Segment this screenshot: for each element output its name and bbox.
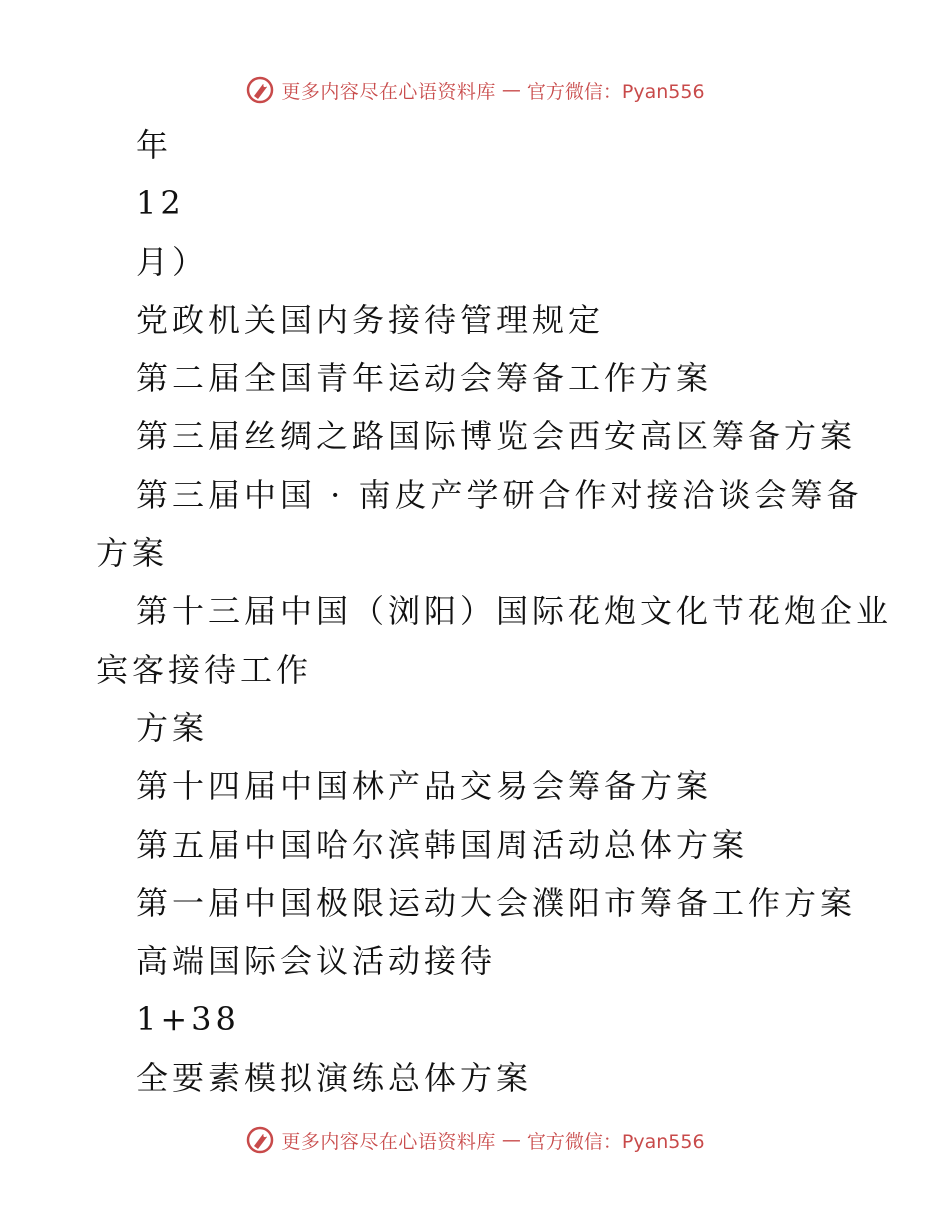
header-watermark: [0, 70, 950, 110]
text-line: 第十四届中国林产品交易会筹备方案: [136, 767, 713, 806]
watermark-text: 更多内容尽在心语资料库: [281, 80, 496, 103]
footer-watermark: [0, 1120, 950, 1160]
text-line: 月）: [136, 242, 209, 281]
text-line: 1+38: [136, 1000, 240, 1039]
text-line: 第三届丝绸之路国际博览会西安高区筹备方案: [136, 417, 857, 456]
watermark-separator: —: [501, 1129, 521, 1151]
watermark-wechat: 官方微信：Pyan556: [526, 80, 705, 103]
text-line: 第三届中国 · 南皮产学研合作对接洽谈会筹备: [136, 475, 863, 514]
document-body: [96, 116, 893, 1107]
text-line: 12: [136, 184, 185, 223]
text-line: 党政机关国内务接待管理规定: [136, 300, 605, 339]
pen-nib-logo-icon: [245, 75, 275, 105]
text-line: 方案: [96, 534, 169, 573]
text-line: 第一届中国极限运动大会濮阳市筹备工作方案: [136, 883, 857, 922]
watermark-separator: —: [501, 79, 521, 101]
text-line: 第二届全国青年运动会筹备工作方案: [136, 359, 713, 398]
text-line: 全要素模拟演练总体方案: [136, 1058, 533, 1097]
pen-nib-logo-icon: [245, 1125, 275, 1155]
text-line: 宾客接待工作: [96, 650, 313, 689]
text-line: 年: [136, 126, 173, 164]
text-line: 方案: [136, 708, 209, 747]
text-line: 第十三届中国（浏阳）国际花炮文化节花炮企业: [136, 592, 893, 631]
text-line: 高端国际会议活动接待: [136, 942, 497, 981]
watermark-text: 更多内容尽在心语资料库: [281, 1130, 496, 1153]
text-line: 第五届中国哈尔滨韩国周活动总体方案: [136, 825, 749, 864]
watermark-wechat: 官方微信：Pyan556: [526, 1130, 705, 1153]
